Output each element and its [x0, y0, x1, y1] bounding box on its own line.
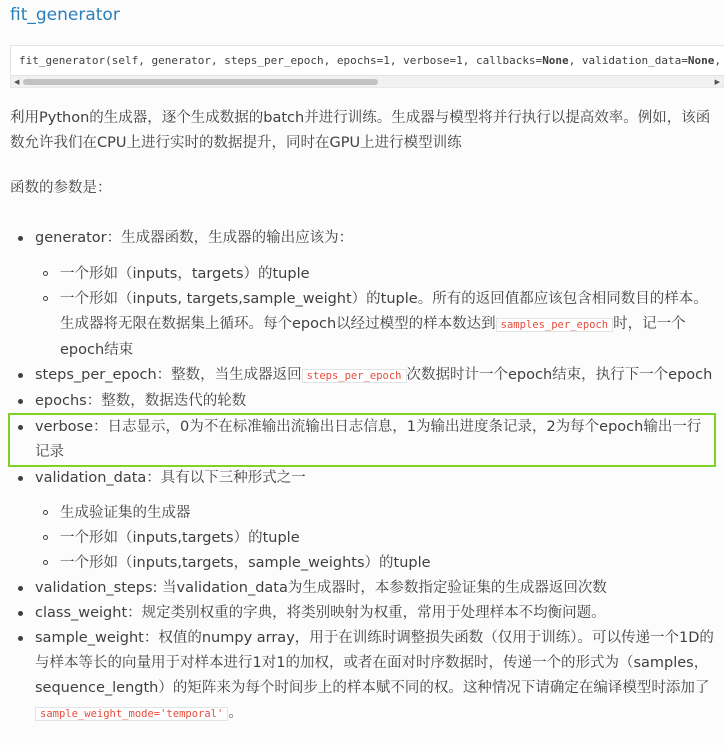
- param-validation-steps: validation_steps: 当validation_data为生成器时，本参数指定验证集的生成器返回次数: [10, 576, 714, 601]
- list-item: 一个形如（inputs，targets）的tuple: [35, 262, 714, 287]
- intro-paragraph: 利用Python的生成器，逐个生成数据的batch并进行训练。生成器与模型将并行执行以提高效率。例如，该函数允许我们在CPU上进行实时的数据提升，同时在GPU上进行模型训练: [10, 110, 711, 151]
- validation-data-sublist: [35, 501, 714, 576]
- signature-code-block: [10, 45, 724, 76]
- section-title: fit_generator: [10, 5, 120, 25]
- list-item: 生成验证集的生成器: [35, 501, 714, 526]
- params-heading: 函数的参数是：: [10, 180, 112, 196]
- signature-code: fit_generator(self, generator, steps_per_epoch, epochs=1, verbose=1, callbacks=None, validation_data=None,: [19, 54, 722, 67]
- scroll-left-icon[interactable]: ◀: [14, 78, 20, 86]
- inline-code: samples_per_epoch: [496, 318, 613, 332]
- params-list: [10, 226, 714, 727]
- scroll-right-icon[interactable]: ▶: [714, 78, 720, 86]
- param-epochs: epochs：整数，数据迭代的轮数: [10, 389, 714, 414]
- horizontal-scrollbar[interactable]: [10, 76, 724, 88]
- list-item: 一个形如（inputs,targets，sample_weights）的tuple: [35, 551, 714, 576]
- list-item: 一个形如（inputs,targets）的tuple: [35, 526, 714, 551]
- list-item: 一个形如（inputs, targets,sample_weight）的tuple。所有的返回值都应该包含相同数目的样本。生成器将无限在数据集上循环。每个epoch以经过模型的样本数达到 samples_per_epoch 时，记一个epoch结束: [35, 287, 714, 363]
- scrollbar-thumb[interactable]: [23, 79, 378, 85]
- param-validation-data: validation_data：具有以下三种形式之一 生成验证集的生成器 一个形如（inputs,targets）的tuple 一个形如（inputs,targets，sample_weights）的tuple: [10, 466, 714, 576]
- param-verbose: verbose：日志显示，0为不在标准输出流输出日志信息，1为输出进度条记录，2为每个epoch输出一行记录: [10, 415, 714, 465]
- inline-code: sample_weight_mode='temporal': [35, 707, 228, 721]
- param-generator: generator：生成器函数，生成器的输出应该为： 一个形如（inputs，targets）的tuple 一个形如（inputs, targets,sample_weight）的tuple。所有的返回值都应该包含相同数目的样本。生成器将无限在数据集上循环。每个epoch以经过模型的样本数达到 samples_per_epoch 时，记一个epoch结束: [10, 226, 714, 363]
- param-class-weight: class_weight：规定类别权重的字典，将类别映射为权重，常用于处理样本不均衡问题。: [10, 601, 714, 626]
- generator-sublist: [35, 262, 714, 363]
- param-steps-per-epoch: steps_per_epoch：整数，当生成器返回 steps_per_epoch 次数据时计一个epoch结束，执行下一个epoch: [10, 363, 714, 389]
- inline-code: steps_per_epoch: [302, 369, 407, 383]
- param-sample-weight: sample_weight：权值的numpy array，用于在训练时调整损失函数（仅用于训练）。可以传递一个1D的与样本等长的向量用于对样本进行1对1的加权，或者在面对时序数据时，传递一个的形式为（samples，sequence_length）的矩阵来为每个时间步上的样本赋不同的权。这种情况下请确定在编译模型时添加了sample_weight_mode='temporal' 。: [10, 626, 714, 727]
